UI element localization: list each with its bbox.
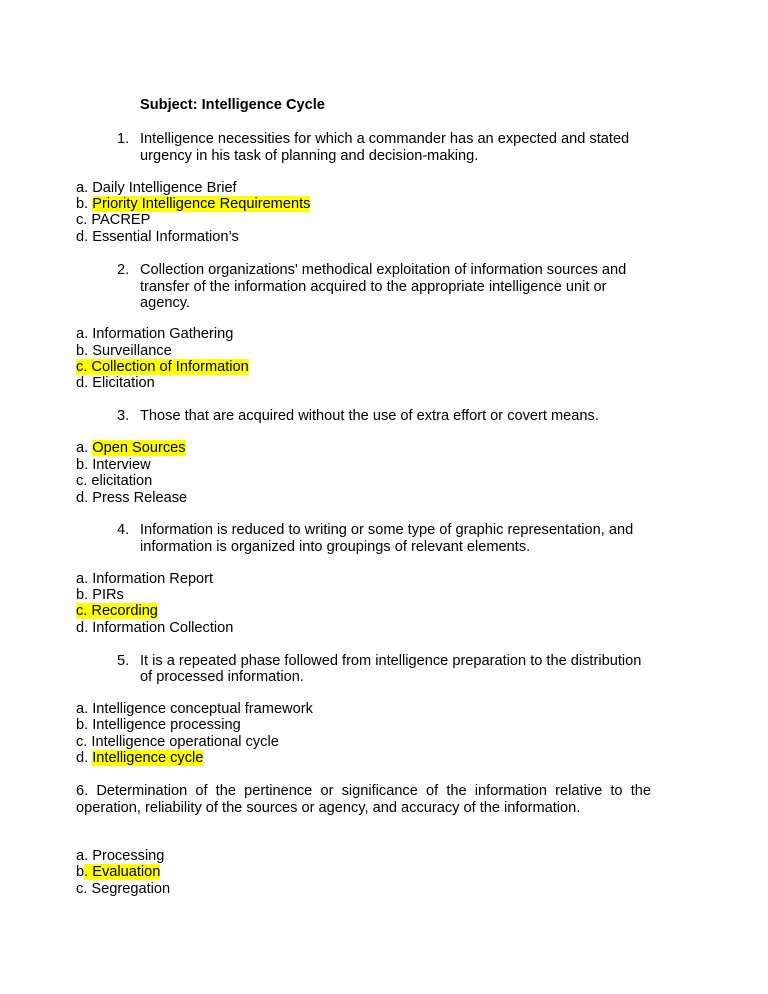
q2-option-a: a. Information Gathering: [76, 326, 234, 342]
q3-number: 3.: [117, 408, 130, 424]
q5-option-a: a. Intelligence conceptual framework: [76, 701, 313, 717]
q6-option-a: a. Processing: [76, 848, 165, 864]
q4-option-c: [76, 603, 158, 620]
q5-option-d-prefix: d.: [76, 750, 93, 766]
q5-text-line1: It is a repeated phase followed from intelligence preparation to the distribution: [140, 653, 642, 669]
q4-text-line2: information is organized into groupings of relevant elements.: [140, 539, 531, 555]
q3-option-a-prefix: a.: [76, 440, 93, 456]
q5-text-line2: of processed information.: [140, 669, 304, 685]
q6-text: 6. Determination of the pertinence or significance of the information relative to the operation, reliability of the sources or agency, and accuracy of the information.: [76, 783, 651, 816]
q4-number: 4.: [117, 522, 130, 538]
q1-text-line1: Intelligence necessities for which a commander has an expected and stated: [140, 131, 630, 147]
q2-text-line1: Collection organizations' methodical exploitation of information sources and: [140, 262, 627, 278]
subject-heading: Subject: Intelligence Cycle: [140, 97, 325, 113]
q1-option-b: [76, 196, 310, 213]
q3-option-c: c. elicitation: [76, 473, 153, 489]
q1-option-c: c. PACREP: [76, 212, 151, 228]
q5-option-c: c. Intelligence operational cycle: [76, 734, 279, 750]
q3-answer-highlight: Open Sources: [92, 440, 186, 456]
q6-option-b-prefix: b: [76, 864, 85, 880]
q6-option-c: c. Segregation: [76, 881, 171, 897]
q4-option-a: a. Information Report: [76, 571, 214, 587]
q2-text-line3: agency.: [140, 295, 191, 311]
q3-option-a: [76, 440, 186, 457]
q1-answer-highlight: Priority Intelligence Requirements: [92, 196, 311, 212]
q5-option-b: b. Intelligence processing: [76, 717, 241, 733]
q4-answer-highlight: c. Recording: [76, 603, 158, 619]
q5-answer-highlight: Intelligence cycle: [92, 750, 204, 766]
q1-text-line2: urgency in his task of planning and decision-making.: [140, 148, 479, 164]
q1-option-b-prefix: b.: [76, 196, 93, 212]
q4-text-line1: Information is reduced to writing or some type of graphic representation, and: [140, 522, 634, 538]
q3-text-line1: Those that are acquired without the use of extra effort or covert means.: [140, 408, 599, 424]
q2-number: 2.: [117, 262, 130, 278]
q5-option-d: [76, 750, 203, 767]
q2-option-c: [76, 359, 249, 376]
q2-option-b: b. Surveillance: [76, 343, 172, 359]
q2-text-line2: transfer of the information acquired to the appropriate intelligence unit or: [140, 279, 607, 295]
q5-number: 5.: [117, 653, 130, 669]
q4-option-b: b. PIRs: [76, 587, 124, 603]
q1-number: 1.: [117, 131, 130, 147]
q3-option-b: b. Interview: [76, 457, 151, 473]
q6-option-b: [76, 864, 160, 881]
q3-option-d: d. Press Release: [76, 490, 188, 506]
q6-answer-highlight: . Evaluation: [84, 864, 161, 880]
q2-option-d: d. Elicitation: [76, 375, 155, 391]
q1-option-a: a. Daily Intelligence Brief: [76, 180, 237, 196]
q1-option-d: d. Essential Information’s: [76, 229, 239, 245]
q2-answer-highlight: c. Collection of Information: [76, 359, 249, 375]
q4-option-d: d. Information Collection: [76, 620, 234, 636]
